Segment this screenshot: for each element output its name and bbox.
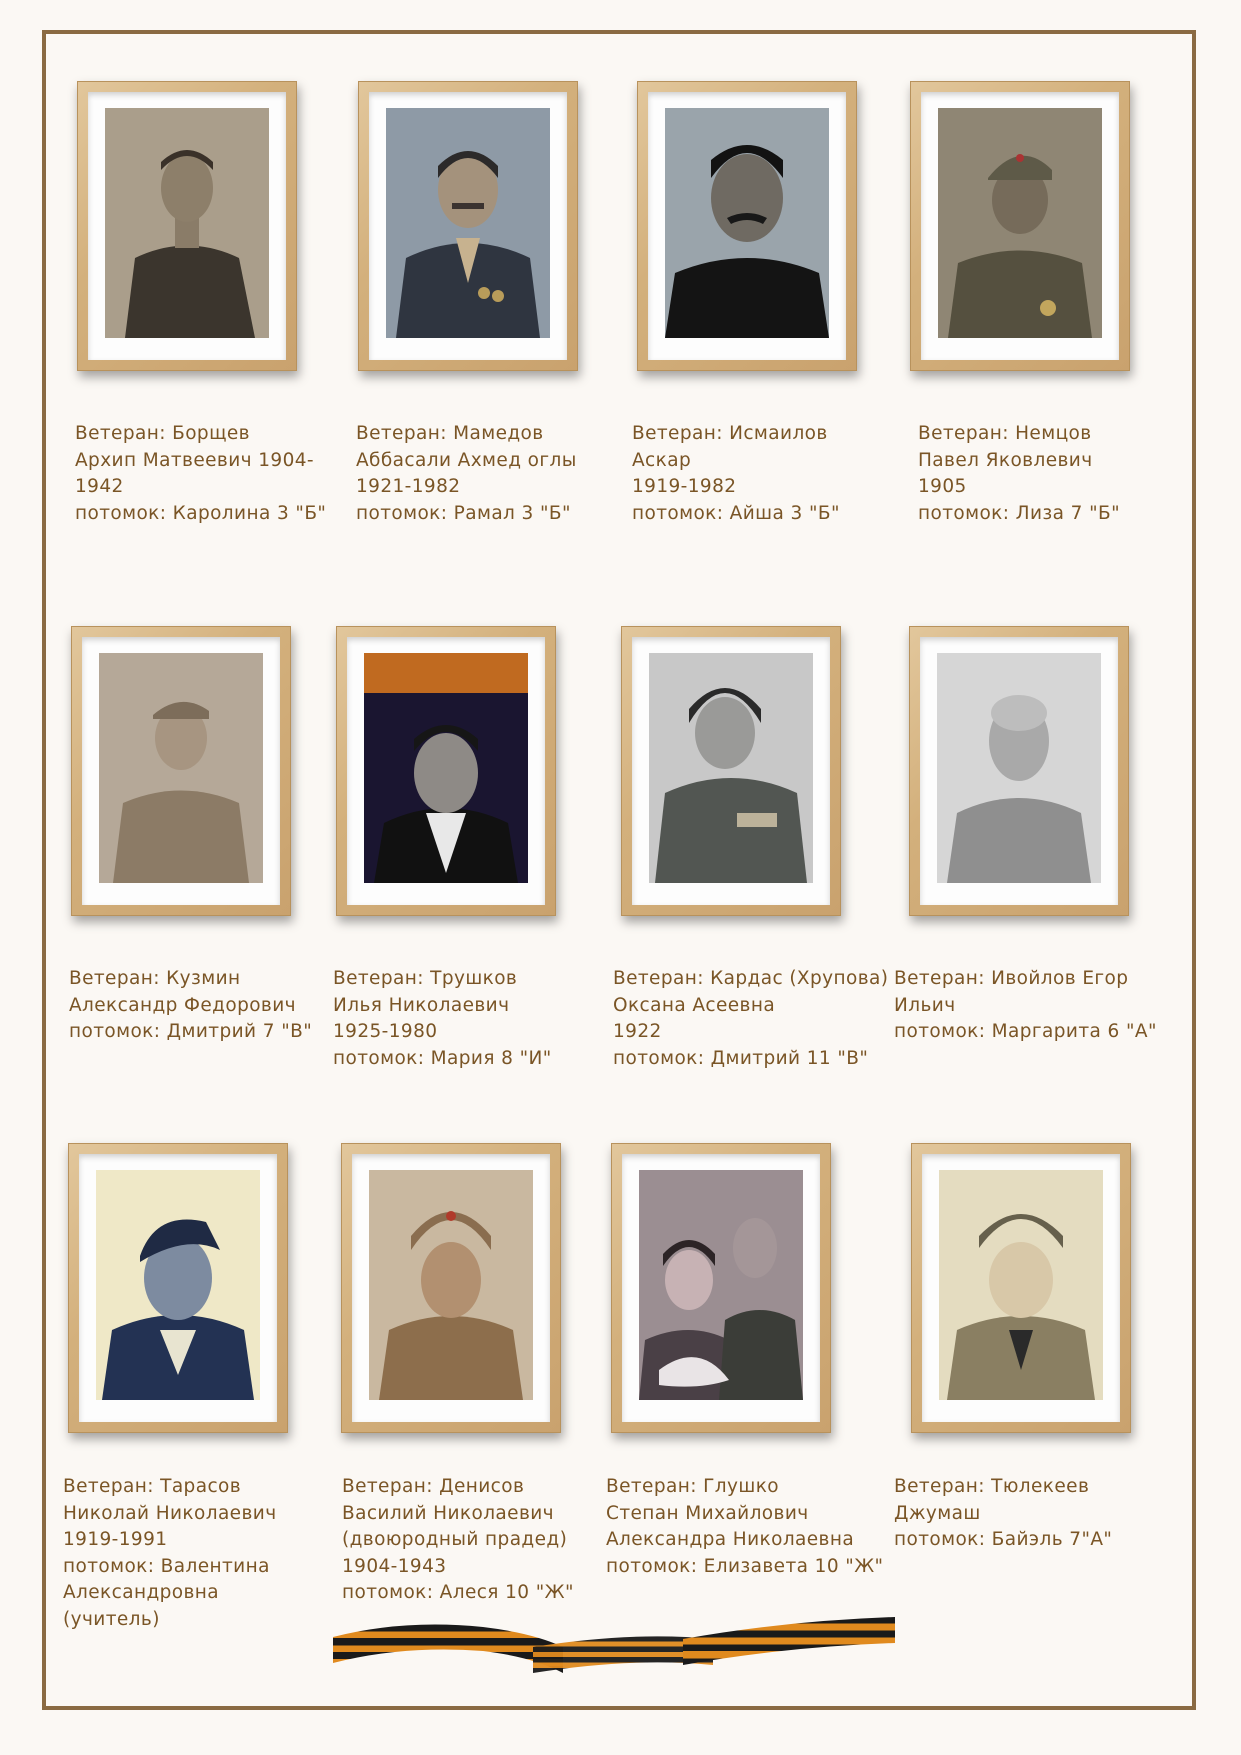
- veteran-caption: Ветеран: Немцов Павел Яковлевич 1905 потомок: Лиза 7 "Б": [918, 423, 1121, 524]
- portrait-frame: [77, 81, 297, 371]
- portrait-photo: [364, 653, 528, 883]
- veteran-caption: Ветеран: Кузмин Александр Федорович потомок: Дмитрий 7 "В": [69, 968, 313, 1042]
- portrait-frame: [358, 81, 578, 371]
- veteran-caption: Ветеран: Исмаилов Аскар 1919-1982 потомок: Айша 3 "Б": [632, 423, 840, 524]
- portrait-photo: [105, 108, 269, 338]
- portrait-photo: [99, 653, 263, 883]
- veteran-caption: Ветеран: Тарасов Николай Николаевич 1919-1991 потомок: Валентина Александровна (учитель): [63, 1476, 277, 1630]
- portrait-photo: [639, 1170, 803, 1400]
- portrait-photo: [937, 653, 1101, 883]
- veteran-caption: Ветеран: Мамедов Аббасали Ахмед оглы 1921-1982 потомок: Рамал 3 "Б": [356, 423, 577, 524]
- veteran-caption: Ветеран: Кардас (Хрупова) Оксана Асеевна 1922 потомок: Дмитрий 11 "В": [613, 968, 889, 1069]
- portrait-frame: [637, 81, 857, 371]
- veteran-caption: Ветеран: Ивойлов Егор Ильич потомок: Маргарита 6 "А": [894, 968, 1157, 1042]
- portrait-photo: [938, 108, 1102, 338]
- veteran-caption: Ветеран: Денисов Василий Николаевич (двоюродный прадед) 1904-1943 потомок: Алеся 10 "Ж": [342, 1476, 574, 1603]
- veteran-caption: Ветеран: Тюлекеев Джумаш потомок: Байэль 7"А": [894, 1476, 1113, 1550]
- veteran-caption: Ветеран: Глушко Степан Михайлович Александра Николаевна потомок: Елизавета 10 "Ж": [606, 1476, 884, 1577]
- portrait-photo: [386, 108, 550, 338]
- portrait-frame: [911, 1143, 1131, 1433]
- portrait-frame: [621, 626, 841, 916]
- veteran-caption: Ветеран: Трушков Илья Николаевич 1925-1980 потомок: Мария 8 "И": [333, 968, 552, 1069]
- portrait-frame: [611, 1143, 831, 1433]
- portrait-photo: [939, 1170, 1103, 1400]
- portrait-photo: [665, 108, 829, 338]
- portrait-frame: [341, 1143, 561, 1433]
- portrait-frame: [909, 626, 1129, 916]
- portrait-frame: [910, 81, 1130, 371]
- portrait-photo: [369, 1170, 533, 1400]
- portrait-photo: [96, 1170, 260, 1400]
- portrait-frame: [71, 626, 291, 916]
- portrait-frame: [68, 1143, 288, 1433]
- portrait-frame: [336, 626, 556, 916]
- portrait-photo: [649, 653, 813, 883]
- st-george-ribbon: [333, 1617, 895, 1673]
- veteran-caption: Ветеран: Борщев Архип Матвеевич 1904- 1942 потомок: Каролина 3 "Б": [75, 423, 327, 524]
